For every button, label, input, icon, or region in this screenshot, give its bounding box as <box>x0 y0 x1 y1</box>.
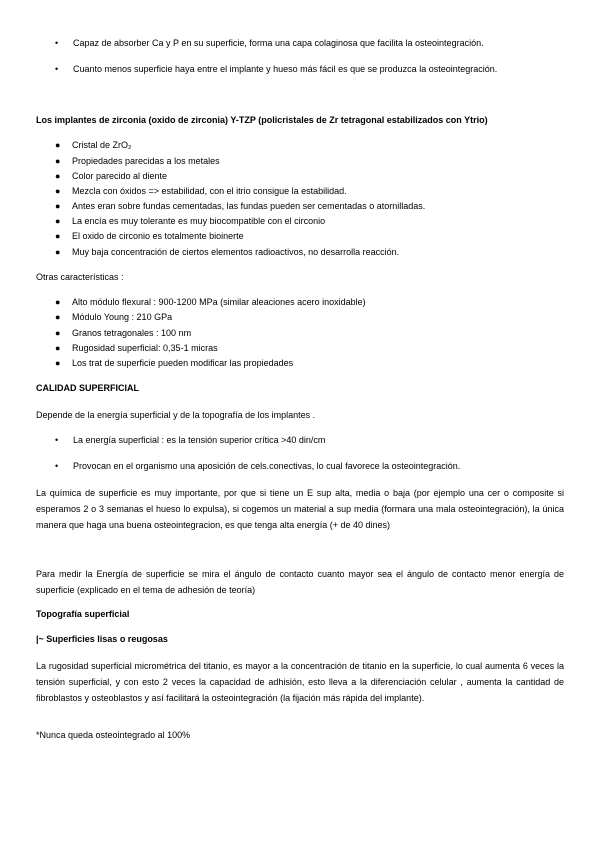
bullet-text: La energía superficial : es la tensión superior crítica >40 din/cm <box>73 435 326 445</box>
bullet-marker: ● <box>55 343 61 353</box>
bullet-marker: • <box>55 435 59 445</box>
calidad-intro: Depende de la energía superficial y de la topografía de los implantes . <box>36 410 316 420</box>
list-item: Los trat de superficie pueden modificar las propiedades <box>72 358 294 368</box>
list-item: Granos tetragonales : 100 nm <box>72 328 192 338</box>
bullet-marker: ● <box>55 297 61 307</box>
otras-heading: Otras características : <box>36 272 124 282</box>
topografia-note: *Nunca queda osteointegrado al 100% <box>36 730 191 740</box>
topografia-paragraph: La rugosidad superficial micrométrica del titanio, es mayor a la concentración de titanio en la superficie, lo cual aumenta 6 veces la tensión superficial, y con esto 2 veces la capacidad de adhisión, esto lleva a la diferenciación celular , aumenta la cantidad de fibroblastos y osteoblastos y así facilitará la osteointegración (la fijación más rápida del implante). <box>36 661 564 703</box>
calidad-paragraph: La química de superficie es muy importante, por que si tiene un E sup alta, media o baja (por ejemplo una cer o composite si esperamos 2 o 3 semanas el hueso lo expulsa), si cogemos un material a sup media (formara una mala osteointegración), la única manera que haga una buena osteointegracion, es que tenga alta energía (+ de 40 dines) <box>36 488 564 530</box>
list-item: Antes eran sobre fundas cementadas, las fundas pueden ser cementadas o atornilladas. <box>72 201 426 211</box>
bullet-marker: ● <box>55 231 61 241</box>
bullet-marker: • <box>55 64 59 74</box>
bullet-text: Provocan en el organismo una aposición de cels.conectivas, lo cual favorece la osteointegración. <box>73 461 461 471</box>
bullet-marker: ● <box>55 328 61 338</box>
bullet-marker: ● <box>55 312 61 322</box>
list-item: Muy baja concentración de ciertos elementos radioactivos, no desarrolla reacción. <box>72 247 400 257</box>
list-item: La encía es muy tolerante es muy biocompatible con el circonio <box>72 216 326 226</box>
bullet-marker: ● <box>55 171 61 181</box>
energia-paragraph: Para medir la Energía de superficie se mira el ángulo de contacto cuanto mayor sea el ángulo de contacto menor energía de superficie (explicado en el tema de adhesión de teoría) <box>36 569 564 595</box>
list-item: Color parecido al diente <box>72 171 168 181</box>
bullet-marker: ● <box>55 156 61 166</box>
bullet-marker: ● <box>55 247 61 257</box>
topografia-subheading: |~ Superficies lisas o reugosas <box>36 634 168 644</box>
list-item: Módulo Young : 210 GPa <box>72 312 173 322</box>
topografia-heading: Topografía superficial <box>36 609 130 619</box>
bullet-marker: ● <box>55 186 61 196</box>
list-item: Rugosidad superficial: 0,35-1 micras <box>72 343 218 353</box>
bullet-marker: • <box>55 461 59 471</box>
list-item: Propiedades parecidas a los metales <box>72 156 220 166</box>
bullet-marker: • <box>55 38 59 48</box>
bullet-marker: ● <box>55 216 61 226</box>
bullet-marker: ● <box>55 358 61 368</box>
list-item: Cristal de ZrO₂ <box>72 140 132 150</box>
bullet-marker: ● <box>55 140 61 150</box>
list-item: El oxido de circonio es totalmente bioinerte <box>72 231 244 241</box>
bullet-text: Cuanto menos superficie haya entre el implante y hueso más fácil es que se produzca la osteointegración. <box>73 64 498 74</box>
list-item: Alto módulo flexural : 900-1200 MPa (similar aleaciones acero inoxidable) <box>72 297 366 307</box>
list-item: Mezcla con óxidos => estabilidad, con el itrio consigue la estabilidad. <box>72 186 347 196</box>
bullet-text: Capaz de absorber Ca y P en su superficie, forma una capa colaginosa que facilita la osteointegración. <box>73 38 484 48</box>
bullet-marker: ● <box>55 201 61 211</box>
calidad-heading: CALIDAD SUPERFICIAL <box>36 383 139 393</box>
zirconia-heading: Los implantes de zirconia (oxido de zirconia) Y-TZP (policristales de Zr tetragonal estabilizados con Ytrio) <box>36 115 488 125</box>
